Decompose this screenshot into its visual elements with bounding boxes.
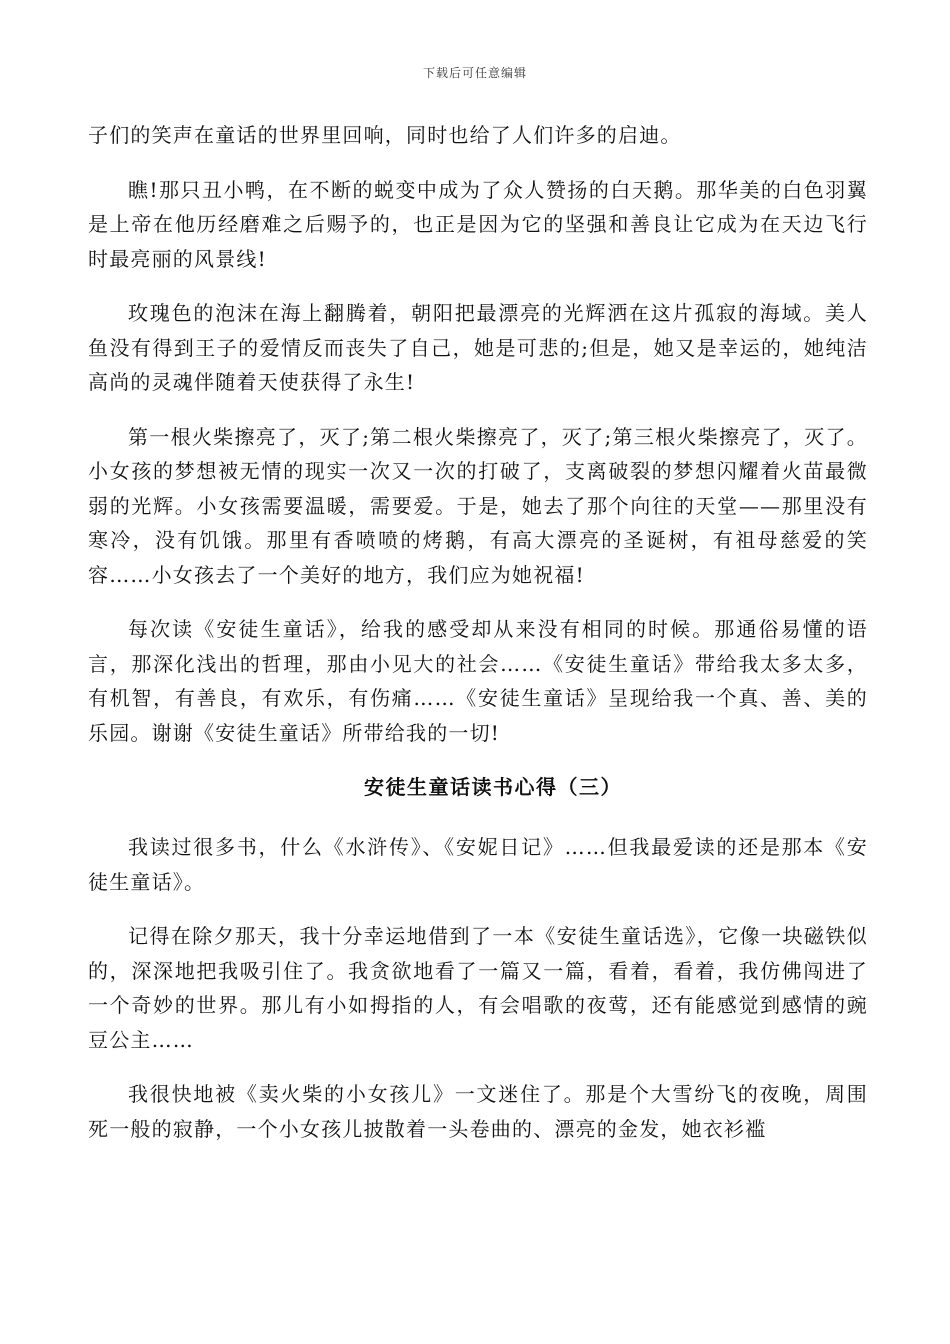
page-header-note: 下载后可任意编辑 (422, 66, 527, 80)
paragraph-little-mermaid: 玫瑰色的泡沫在海上翻腾着，朝阳把最漂亮的光辉洒在这片孤寂的海域。美人鱼没有得到王子的爱情反而丧失了自己，她是可悲的;但是，她又是幸运的，她纯洁高尚的灵魂伴随着天使获得了永生! (88, 301, 868, 394)
paragraph-match-girl-story: 我很快地被《卖火柴的小女孩儿》一文迷住了。那是个大雪纷飞的夜晚，周围死一般的寂静，一个小女孩儿披散着一头卷曲的、漂亮的金发，她衣衫褴 (88, 1082, 868, 1141)
document-body (88, 118, 868, 1166)
paragraph-match-girl: 第一根火柴擦亮了，灭了;第二根火柴擦亮了，灭了;第三根火柴擦亮了，灭了。小女孩的梦想被无情的现实一次又一次的打破了，支离破裂的梦想闪耀着火苗最微弱的光辉。小女孩需要温暖，需要爱。于是，她去了那个向往的天堂——那里没有寒冷，没有饥饿。那里有香喷喷的烤鹅，有高大漂亮的圣诞树，有祖母慈爱的笑容……小女孩去了一个美好的地方，我们应为她祝福! (88, 424, 868, 587)
paragraph-new-year-eve: 记得在除夕那天，我十分幸运地借到了一本《安徒生童话选》，它像一块磁铁似的，深深地把我吸引住了。我贪欲地看了一篇又一篇，看着，看着，我仿佛闯进了一个奇妙的世界。那儿有小如拇指的人，有会唱歌的夜莺，还有能感觉到感情的豌豆公主…… (88, 924, 868, 1052)
paragraph-continued: 子们的笑声在童话的世界里回响，同时也给了人们许多的启迪。 (88, 123, 682, 147)
paragraph-ugly-duckling: 瞧!那只丑小鸭，在不断的蜕变中成为了众人赞扬的白天鹅。那华美的白色羽翼是上帝在他历经磨难之后赐予的，也正是因为它的坚强和善良让它成为在天边飞行时最亮丽的风景线! (88, 177, 868, 271)
paragraph-favorite-book: 我读过很多书，什么《水浒传》、《安妮日记》……但我最爱读的还是那本《安徒生童话》。 (88, 835, 868, 894)
section-title: 安徒生童话读书心得（三） (364, 775, 622, 799)
paragraph-reading-feelings: 每次读《安徒生童话》，给我的感受却从来没有相同的时候。那通俗易懂的语言，那深化浅出的哲理，那由小见大的社会……《安徒生童话》带给我太多太多，有机智，有善良，有欢乐，有伤痛……《安徒生童话》呈现给我一个真、善、美的乐园。谢谢《安徒生童话》所带给我的一切! (88, 617, 868, 745)
